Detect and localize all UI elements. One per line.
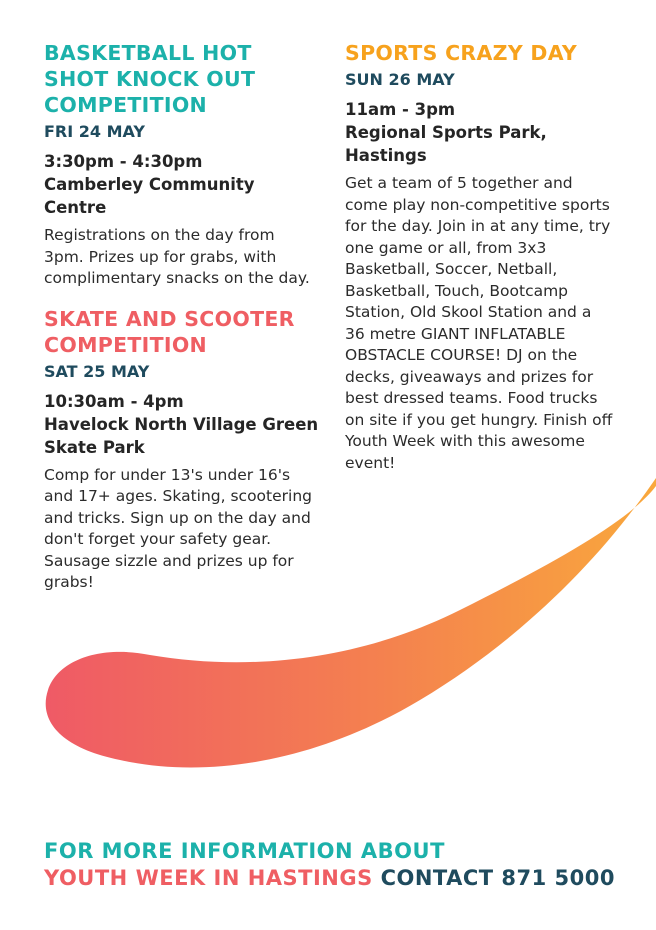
footer-contact [44, 838, 644, 892]
event-time: 11am - 3pm [345, 100, 456, 119]
event-basketball [44, 40, 319, 290]
event-venue: Havelock North Village Green Skate Park [44, 414, 319, 457]
footer-contact-number: CONTACT 871 5000 [380, 866, 615, 890]
event-description: Get a team of 5 together and come play non-competitive sports for the day. Join in at any time, try one game or all, from 3x3 Basketball, Soccer, Netball, Basketball, Touch, Bootcamp Station, Old Skool Station and a 36 metre GIANT INFLATABLE OBSTACLE COURSE! DJ on the decks, giveaways and prizes for best dressed teams. Food trucks on site if you get hungry. Finish off Youth Week with this awesome event! [345, 174, 613, 472]
event-date: FRI 24 MAY [44, 122, 145, 141]
event-date: SAT 25 MAY [44, 361, 150, 381]
footer-line-2 [44, 865, 644, 892]
event-title: SKATE AND SCOOTER COMPETITION [44, 306, 295, 357]
event-time: 3:30pm - 4:30pm [44, 152, 203, 171]
footer-highlight: YOUTH WEEK IN HASTINGS [44, 866, 373, 890]
event-venue: Camberley Community Centre [44, 175, 255, 217]
event-date: SUN 26 MAY [345, 70, 455, 89]
event-description: Comp for under 13's under 16's and 17+ ages. Skating, scootering and tricks. Sign up on the day and don't forget your safety gear. Sausage sizzle and prizes up for grabs! [44, 465, 312, 591]
right-column [345, 40, 613, 490]
left-column [44, 40, 319, 610]
event-sports-day [345, 40, 613, 474]
event-venue: Regional Sports Park, Hastings [345, 123, 547, 165]
event-title: SPORTS CRAZY DAY [345, 41, 578, 65]
event-skate [44, 306, 319, 594]
event-title: BASKETBALL HOT SHOT KNOCK OUT COMPETITION [44, 41, 256, 117]
footer-line-1: FOR MORE INFORMATION ABOUT [44, 839, 445, 863]
event-description: Registrations on the day from 3pm. Prizes up for grabs, with complimentary snacks on the day. [44, 226, 310, 287]
event-time: 10:30am - 4pm [44, 391, 184, 411]
